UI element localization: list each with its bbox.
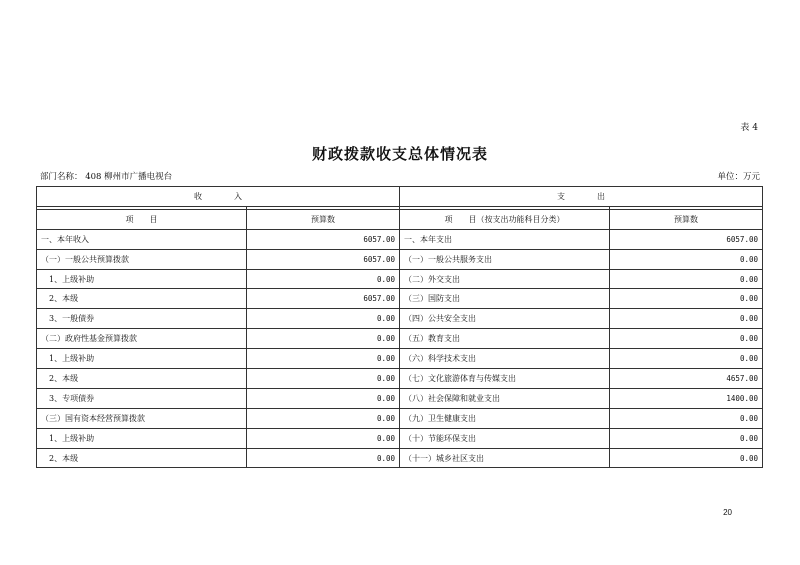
expense-value-cell: 0.00 — [610, 249, 763, 269]
income-value-cell: 0.00 — [247, 269, 400, 289]
income-value-cell: 6057.00 — [247, 249, 400, 269]
income-budget-header: 预算数 — [247, 209, 400, 229]
income-value-cell: 0.00 — [247, 408, 400, 428]
expense-item-cell: （十一）城乡社区支出 — [400, 448, 610, 468]
expense-budget-header: 预算数 — [610, 209, 763, 229]
expense-item-cell: （五）教育支出 — [400, 329, 610, 349]
income-item-cell: 2、本级 — [37, 448, 247, 468]
income-item-header: 项 目 — [37, 209, 247, 229]
table-row — [37, 428, 763, 448]
expense-value-cell: 6057.00 — [610, 229, 763, 249]
table-row — [37, 309, 763, 329]
table-number: 表 4 — [740, 123, 758, 133]
income-item-cell: 一、本年收入 — [37, 229, 247, 249]
expense-item-cell: （一）一般公共服务支出 — [400, 249, 610, 269]
expense-value-cell: 0.00 — [610, 408, 763, 428]
expense-value-cell: 0.00 — [610, 329, 763, 349]
department-name: 部门名称： 408 柳州市广播电视台 — [40, 172, 173, 182]
expense-value-cell: 0.00 — [610, 289, 763, 309]
expense-item-cell: （八）社会保障和就业支出 — [400, 388, 610, 408]
table-row — [37, 289, 763, 309]
expense-value-cell: 0.00 — [610, 269, 763, 289]
income-value-cell: 0.00 — [247, 448, 400, 468]
expense-item-header: 项 目（按支出功能科目分类） — [400, 209, 610, 229]
table-row — [37, 448, 763, 468]
column-header-row — [37, 209, 763, 229]
expense-value-cell: 0.00 — [610, 428, 763, 448]
expense-item-cell: 一、本年支出 — [400, 229, 610, 249]
income-item-cell: 2、本级 — [37, 289, 247, 309]
page-number: 20 — [723, 508, 732, 517]
expense-item-cell: （九）卫生健康支出 — [400, 408, 610, 428]
income-value-cell: 0.00 — [247, 309, 400, 329]
expense-item-cell: （七）文化旅游体育与传媒支出 — [400, 369, 610, 389]
income-value-cell: 6057.00 — [247, 289, 400, 309]
income-item-cell: （二）政府性基金预算拨款 — [37, 329, 247, 349]
income-value-cell: 6057.00 — [247, 229, 400, 249]
expense-value-cell: 4657.00 — [610, 369, 763, 389]
income-item-cell: （三）国有资本经营预算拨款 — [37, 408, 247, 428]
table-row — [37, 349, 763, 369]
income-value-cell: 0.00 — [247, 428, 400, 448]
expense-item-cell: （十）节能环保支出 — [400, 428, 610, 448]
expense-value-cell: 0.00 — [610, 309, 763, 329]
expense-value-cell: 0.00 — [610, 448, 763, 468]
income-item-cell: 3、专项债券 — [37, 388, 247, 408]
table-row — [37, 388, 763, 408]
income-value-cell: 0.00 — [247, 349, 400, 369]
table-row — [37, 369, 763, 389]
expense-value-cell: 1400.00 — [610, 388, 763, 408]
income-item-cell: （一）一般公共预算拨款 — [37, 249, 247, 269]
expense-item-cell: （四）公共安全支出 — [400, 309, 610, 329]
expense-item-cell: （二）外交支出 — [400, 269, 610, 289]
table-row — [37, 329, 763, 349]
budget-table — [36, 186, 763, 468]
unit-label: 单位：万元 — [717, 172, 760, 182]
expense-header: 支 出 — [400, 187, 763, 207]
income-item-cell: 1、上级补助 — [37, 269, 247, 289]
expense-item-cell: （三）国防支出 — [400, 289, 610, 309]
income-header: 收 入 — [37, 187, 400, 207]
income-item-cell: 1、上级补助 — [37, 349, 247, 369]
income-item-cell: 1、上级补助 — [37, 428, 247, 448]
income-item-cell: 2、本级 — [37, 369, 247, 389]
table-row — [37, 408, 763, 428]
income-value-cell: 0.00 — [247, 369, 400, 389]
income-item-cell: 3、一般债券 — [37, 309, 247, 329]
page-title: 财政拨款收支总体情况表 — [311, 145, 488, 163]
expense-value-cell: 0.00 — [610, 349, 763, 369]
section-header-row — [37, 187, 763, 207]
income-value-cell: 0.00 — [247, 388, 400, 408]
table-row — [37, 249, 763, 269]
table-row — [37, 229, 763, 249]
expense-item-cell: （六）科学技术支出 — [400, 349, 610, 369]
income-value-cell: 0.00 — [247, 329, 400, 349]
table-row — [37, 269, 763, 289]
